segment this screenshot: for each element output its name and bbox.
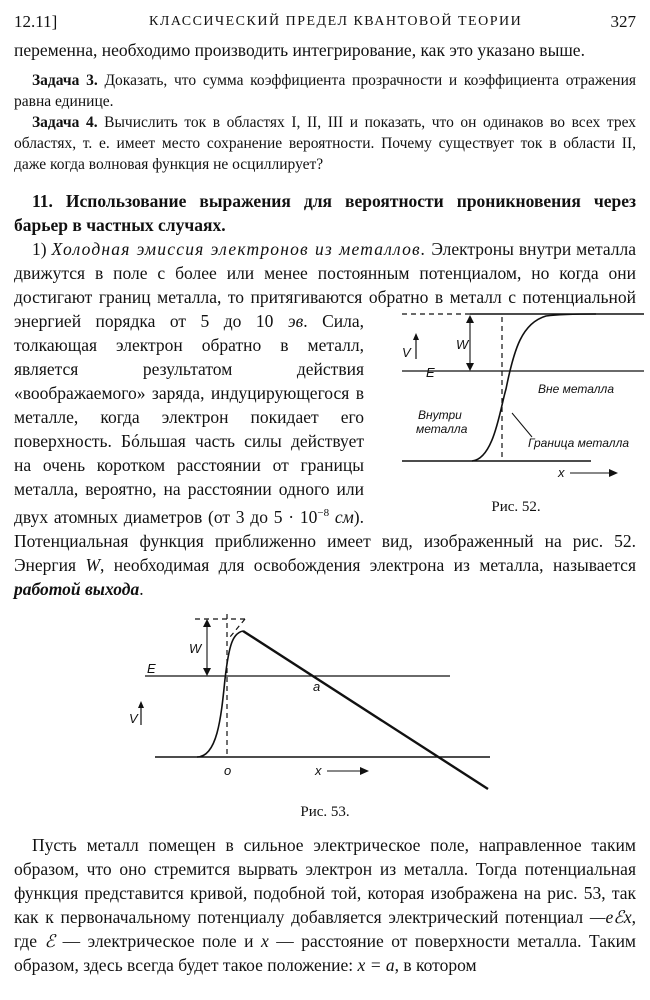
fig52-boundary-pointer xyxy=(512,413,532,437)
paragraph-electric-field xyxy=(14,833,636,977)
paragraph-cold-emission xyxy=(14,237,636,601)
fig53-label-w: W xyxy=(189,640,202,656)
fig53-label-v: V xyxy=(129,710,138,726)
para1-unit-ev: эв xyxy=(287,311,304,331)
task-3-label: Задача 3. xyxy=(32,72,98,89)
fig52-x-arrow-head xyxy=(609,469,618,477)
figure-52 xyxy=(378,309,636,519)
para1-text3: ). Потенциальная функция приближенно имеет вид, изображенный на рис. 52. Энергия xyxy=(14,506,636,575)
para1-w: W xyxy=(85,554,101,575)
book-page xyxy=(14,8,636,977)
para2-text2: , где xyxy=(14,906,636,951)
fig52-w-arrow-head-down xyxy=(466,363,474,371)
para1-exponent: −8 xyxy=(317,507,330,519)
para1-unit-cm: см xyxy=(329,506,354,527)
para1-topic: Холодная эмиссия электронов из металлов. xyxy=(51,239,427,259)
intro-paragraph: переменна, необходимо производить интегрирование, как это указано выше. xyxy=(14,40,585,60)
fig53-label-o: o xyxy=(224,762,232,778)
para2-field-symbol: ℰ xyxy=(44,930,56,951)
fig52-label-inside-2: металла xyxy=(416,422,468,436)
page-header xyxy=(14,8,636,38)
page-number: 327 xyxy=(610,12,636,31)
fig52-w-arrow-head-up xyxy=(466,315,474,323)
para2-formula2: x = a xyxy=(357,954,395,975)
fig52-label-e: E xyxy=(426,365,435,380)
para2-text4: — расстояние от поверхности металла. Таким образом, здесь всегда будет такое положение: xyxy=(14,930,637,975)
para2-text5: , в котором xyxy=(394,954,477,975)
fig52-v-arrow-head xyxy=(413,333,419,340)
fig53-label-a: a xyxy=(313,678,321,694)
fig53-w-arrow-head-down xyxy=(203,668,211,676)
para1-text: Электроны внутри металла движутся в поле с более или менее постоянным потенциалом, но когда они достигают границ металла, то притягиваются обратно в металл с потенциальной энергией порядка от 5 до 10 xyxy=(14,239,637,331)
fig52-caption: Рис. 52. xyxy=(491,499,541,515)
para1-end: . xyxy=(139,578,144,599)
fig52-label-v: V xyxy=(402,345,411,360)
fig52-label-x: x xyxy=(558,465,565,480)
fig52-label-boundary: Граница металла xyxy=(528,436,630,450)
figure-53-plot xyxy=(105,609,545,799)
fig53-label-x: x xyxy=(315,762,322,778)
fig53-potential-slope xyxy=(243,631,488,789)
section-heading: 11. Использование выражения для вероятности проникновения через барьер в частных случаях. xyxy=(14,191,636,235)
fig52-label-w: W xyxy=(456,337,469,352)
para2-x-symbol: x xyxy=(260,930,269,951)
para2-text: Пусть металл помещен в сильное электрическое поле, направленное таким образом, что оно стремится вырвать электрон из металла. Тогда потенциальная функция представится кривой, подобной той, которая изображена на рис. 53, так как к первоначальному потенциалу добавляется электрический потенциал xyxy=(14,834,636,927)
fig53-w-arrow-head-up xyxy=(203,619,211,627)
para2-formula1: —eℰx xyxy=(589,906,632,927)
task-4-label: Задача 4. xyxy=(32,114,98,131)
fig52-label-inside-1: Внутри xyxy=(418,408,462,422)
para1-work-function: работой выхода xyxy=(14,578,140,599)
task-3 xyxy=(14,70,636,112)
running-title: КЛАССИЧЕСКИЙ ПРЕДЕЛ КВАНТОВОЙ ТЕОРИИ xyxy=(149,14,523,29)
fig53-x-arrow-head xyxy=(360,767,369,775)
para2-text3: — электрическое поле и xyxy=(55,930,261,951)
fig53-potential-rise xyxy=(197,631,243,757)
fig52-label-outside: Вне металла xyxy=(538,382,614,396)
fig53-label-e: E xyxy=(147,660,156,676)
para1-text4: , необходимая для освобождения электрона из металла, называется xyxy=(100,554,636,575)
para1-number: 1) xyxy=(32,239,52,259)
fig53-v-arrow-head xyxy=(138,701,144,708)
task-4 xyxy=(14,112,636,175)
figure-52-plot xyxy=(396,309,650,489)
task-3-text: Доказать, что сумма коэффициента прозрачности и коэффициента отражения равна единице. xyxy=(14,72,636,110)
para1-text2: . Сила, толкающая электрон обратно в металл, является результатом действия «воображаемого» заряда, индуцирующегося в металле, когда электрон покидает его поверхность. Бóльшая часть силы действует на очень коротком расстоянии от границы металла, вероятно, на расстоянии одного или двух атомных диаметров (от 3 до 5 · 10 xyxy=(14,311,364,527)
fig53-caption: Рис. 53. xyxy=(300,803,350,820)
task-4-text: Вычислить ток в областях I, II, III и показать, что он одинаков во всех трех областях, т. е. имеет место сохранение вероятности. Почему существует ток в области II, даже когда волновая функция не осциллирует? xyxy=(14,114,636,173)
figure-53 xyxy=(14,609,636,821)
section-ref: 12.11] xyxy=(14,12,58,31)
